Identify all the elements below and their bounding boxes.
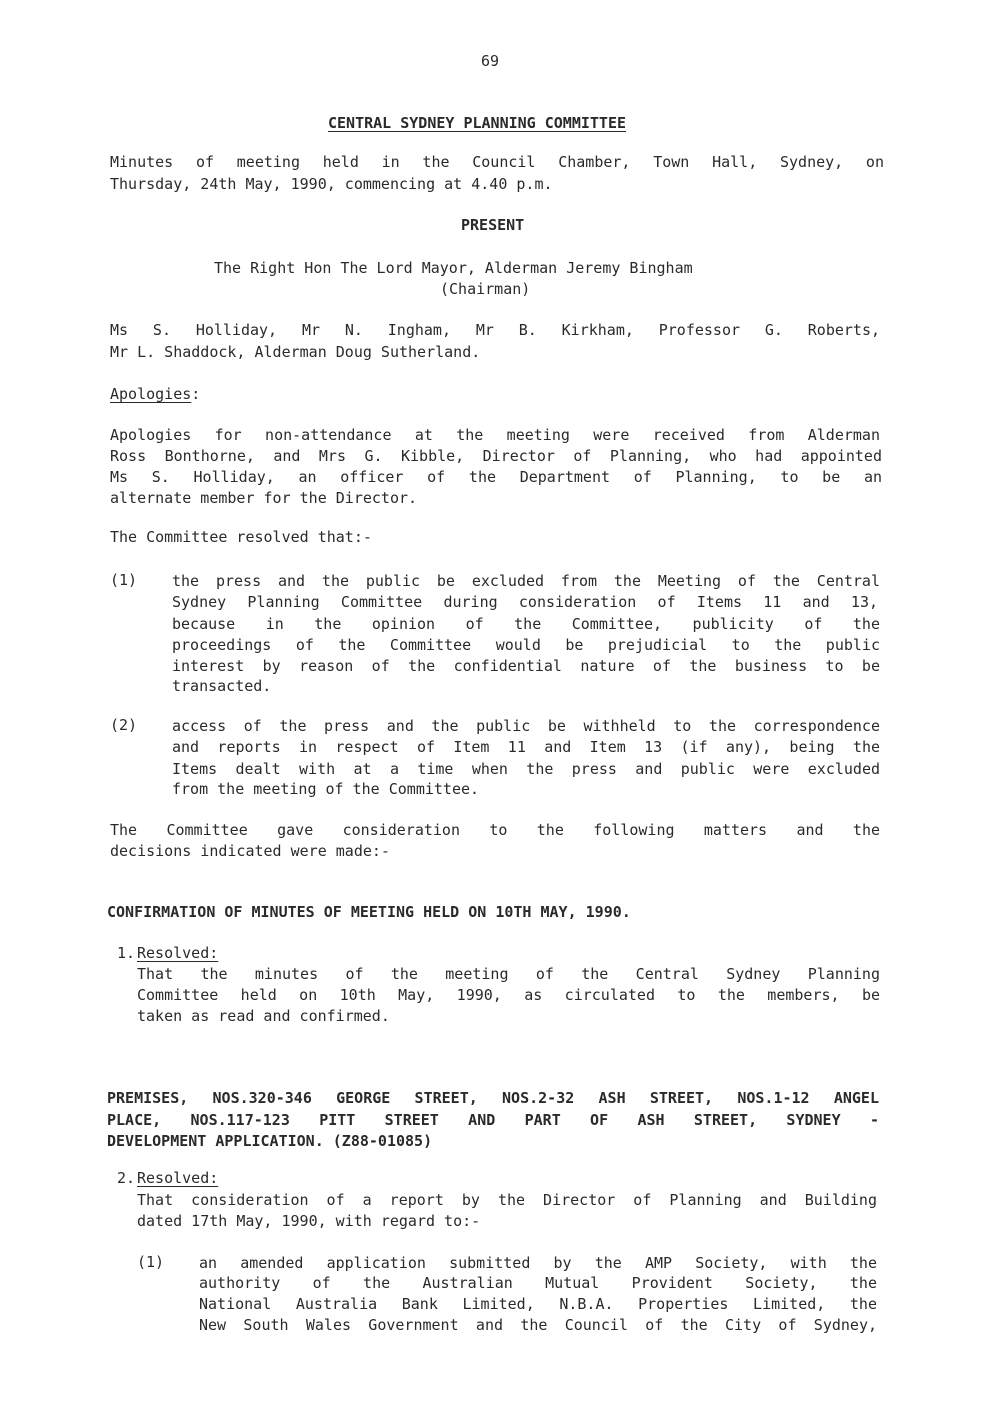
item-2-line-2: dated 17th May, 1990, with regard to:-: [137, 1212, 481, 1230]
chairman-line-1: The Right Hon The Lord Mayor, Alderman Jeremy Bingham: [214, 259, 693, 277]
item-2-line-1: That consideration of a report by the Director of Planning and Building: [137, 1191, 877, 1209]
item-2-sub-line-3: National Australia Bank Limited, N.B.A. Properties Limited, the: [199, 1295, 877, 1313]
item-2-sub-line-4: New South Wales Government and the Council of the City of Sydney,: [199, 1316, 877, 1334]
attendees-line-2: Mr L. Shaddock, Alderman Doug Sutherland.: [110, 343, 481, 361]
intro-line-2: Thursday, 24th May, 1990, commencing at 4.40 p.m.: [110, 175, 553, 193]
section-1-heading: CONFIRMATION OF MINUTES OF MEETING HELD ON 10TH MAY, 1990.: [107, 903, 631, 921]
resolution-2-line-1: access of the press and the public be withheld to the correspondence: [172, 717, 880, 735]
item-1-line-2: Committee held on 10th May, 1990, as circulated to the members, be: [137, 986, 880, 1004]
resolution-2-line-4: from the meeting of the Committee.: [172, 780, 480, 798]
consideration-line-1: The Committee gave consideration to the following matters and the: [110, 821, 880, 839]
resolution-1-line-4: proceedings of the Committee would be prejudicial to the public: [172, 636, 880, 654]
apologies-line-2: Ross Bonthorne, and Mrs G. Kibble, Director of Planning, who had appointed: [110, 447, 882, 465]
consideration-line-2: decisions indicated were made:-: [110, 842, 390, 860]
item-2-number: 2.: [117, 1169, 136, 1187]
present-heading: PRESENT: [461, 216, 525, 234]
item-1-number: 1.: [117, 944, 136, 962]
chairman-line-2: (Chairman): [440, 280, 531, 298]
resolution-2-number: (2): [110, 716, 138, 734]
page-number: 69: [481, 52, 500, 70]
resolution-2-line-2: and reports in respect of Item 11 and Item 13 (if any), being the: [172, 738, 880, 756]
attendees-line-1: Ms S. Holliday, Mr N. Ingham, Mr B. Kirkham, Professor G. Roberts,: [110, 321, 880, 339]
item-2-resolved-label: Resolved:: [137, 1169, 219, 1187]
apologies-line-4: alternate member for the Director.: [110, 489, 418, 507]
resolution-1-number: (1): [110, 571, 138, 589]
apologies-heading-colon: :: [191, 385, 201, 403]
item-1-resolved-label: Resolved:: [137, 944, 219, 962]
resolution-1-line-2: Sydney Planning Committee during consideration of Items 11 and 13,: [172, 593, 878, 611]
resolution-1-line-6: transacted.: [172, 677, 272, 695]
apologies-line-1: Apologies for non-attendance at the meeting were received from Alderman: [110, 426, 880, 444]
resolution-2-line-3: Items dealt with at a time when the press and public were excluded: [172, 760, 880, 778]
section-2-heading-line-2: PLACE, NOS.117-123 PITT STREET AND PART OF ASH STREET, SYDNEY -: [107, 1111, 879, 1129]
document-title: CENTRAL SYDNEY PLANNING COMMITTEE: [328, 114, 627, 132]
section-2-heading-line-1: PREMISES, NOS.320-346 GEORGE STREET, NOS.2-32 ASH STREET, NOS.1-12 ANGEL: [107, 1089, 879, 1107]
item-2-sub-number: (1): [137, 1253, 165, 1271]
resolution-1-line-5: interest by reason of the confidential nature of the business to be: [172, 657, 880, 675]
resolved-intro: The Committee resolved that:-: [110, 528, 372, 546]
item-2-sub-line-1: an amended application submitted by the AMP Society, with the: [199, 1254, 877, 1272]
section-2-heading-line-3: DEVELOPMENT APPLICATION. (Z88-01085): [107, 1132, 433, 1150]
item-1-line-1: That the minutes of the meeting of the Central Sydney Planning: [137, 965, 880, 983]
item-1-line-3: taken as read and confirmed.: [137, 1007, 390, 1025]
resolution-1-line-3: because in the opinion of the Committee, publicity of the: [172, 615, 880, 633]
apologies-heading: [110, 384, 200, 404]
resolution-1-line-1: the press and the public be excluded from the Meeting of the Central: [172, 572, 880, 590]
intro-line-1: Minutes of meeting held in the Council Chamber, Town Hall, Sydney, on: [110, 153, 884, 171]
apologies-line-3: Ms S. Holliday, an officer of the Department of Planning, to be an: [110, 468, 882, 486]
item-2-sub-line-2: authority of the Australian Mutual Provident Society, the: [199, 1274, 877, 1292]
apologies-heading-text: Apologies: [110, 385, 192, 403]
